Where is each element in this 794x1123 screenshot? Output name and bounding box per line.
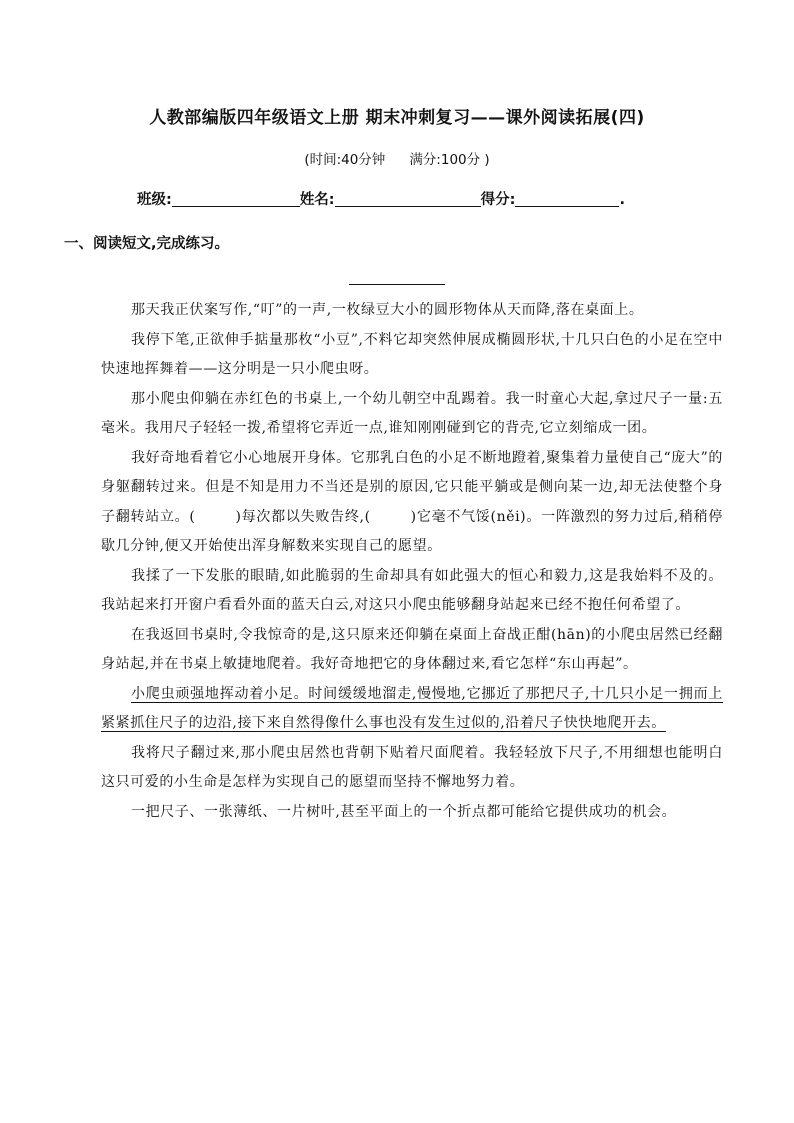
reading-passage [101,296,723,827]
paragraph-4-part-c: )它毫不气馁(něi)。一阵激烈的努力过后,稍稍停歇几分钟,便又开始使出浑身解数来实现自己的愿望。 [101,508,723,554]
paragraph-4 [101,444,723,562]
time-limit: (时间:40分钟 [304,152,386,168]
exam-meta [0,148,794,168]
paragraph-9: 一把尺子、一张薄纸、一片树叶,甚至平面上的一个折点都可能给它提供成功的机会。 [131,803,677,820]
paragraph-4-part-b: )每次都以失败告终,( [235,508,371,525]
section-heading: 一、阅读短文,完成练习。 [64,236,230,252]
paragraph-7-underlined: 小爬虫顽强地挥动着小足。时间缓缓地溜走,慢慢地,它挪近了那把尺子,十几只小足一拥而上紧紧抓住尺子的边沿,接下来自然得像什么事也没有发生过似的,沿着尺子快快地爬开去。 [101,685,723,731]
score-label: 得分: [480,192,516,208]
passage-title-blank[interactable] [349,284,445,285]
score-blank[interactable] [515,190,619,207]
student-info-row [137,188,677,209]
page-title: 人教部编版四年级语文上册 期末冲刺复习——课外阅读拓展(四) [149,108,645,128]
paragraph-2: 我停下笔,正欲伸手掂量那枚“小豆”,不料它却突然伸展成椭圆形状,十几只白色的小足在空中快速地挥舞着——这分明是一只小爬虫呀。 [101,331,723,377]
full-score: 满分:100分 ) [409,152,490,168]
paragraph-6: 在我返回书桌时,令我惊奇的是,这只原来还仰躺在桌面上奋战正酣(hān)的小爬虫居然已经翻身站起,并在书桌上敏捷地爬着。我好奇地把它的身体翻过来,看它怎样“东山再起”。 [101,626,723,672]
name-blank[interactable] [335,190,481,207]
paragraph-8: 我将尺子翻过来,那小爬虫居然也背朝下贴着尺面爬着。我轻轻放下尺子,不用细想也能明白这只可爱的小生命是怎样为实现自己的愿望而坚持不懈地努力着。 [101,744,723,790]
end-mark: . [619,192,625,208]
paragraph-3: 那小爬虫仰躺在赤红色的书桌上,一个幼儿朝空中乱踢着。我一时童心大起,拿过尺子一量:五毫米。我用尺子轻轻一拨,希望将它弄近一点,谁知刚刚碰到它的背壳,它立刻缩成一团。 [101,390,723,436]
name-label: 姓名: [299,192,335,208]
class-label: 班级: [137,192,172,208]
paragraph-4-part-a: 我好奇地看着它小心地展开身体。它那乳白色的小足不断地蹬着,聚集着力量使自己“庞大”的身躯翻转过来。但是不知是用力不当还是别的原因,它只能平躺或是侧向某一边,却无法使整个身子翻转站立。( [101,449,723,525]
class-blank[interactable] [172,190,300,207]
paragraph-5: 我揉了一下发胀的眼睛,如此脆弱的生命却具有如此强大的恒心和毅力,这是我始料不及的。我站起来打开窗户看看外面的蓝天白云,对这只小爬虫能够翻身站起来已经不抱任何希望了。 [101,567,723,613]
paragraph-1: 那天我正伏案写作,“叮”的一声,一枚绿豆大小的圆形物体从天而降,落在桌面上。 [131,302,644,318]
